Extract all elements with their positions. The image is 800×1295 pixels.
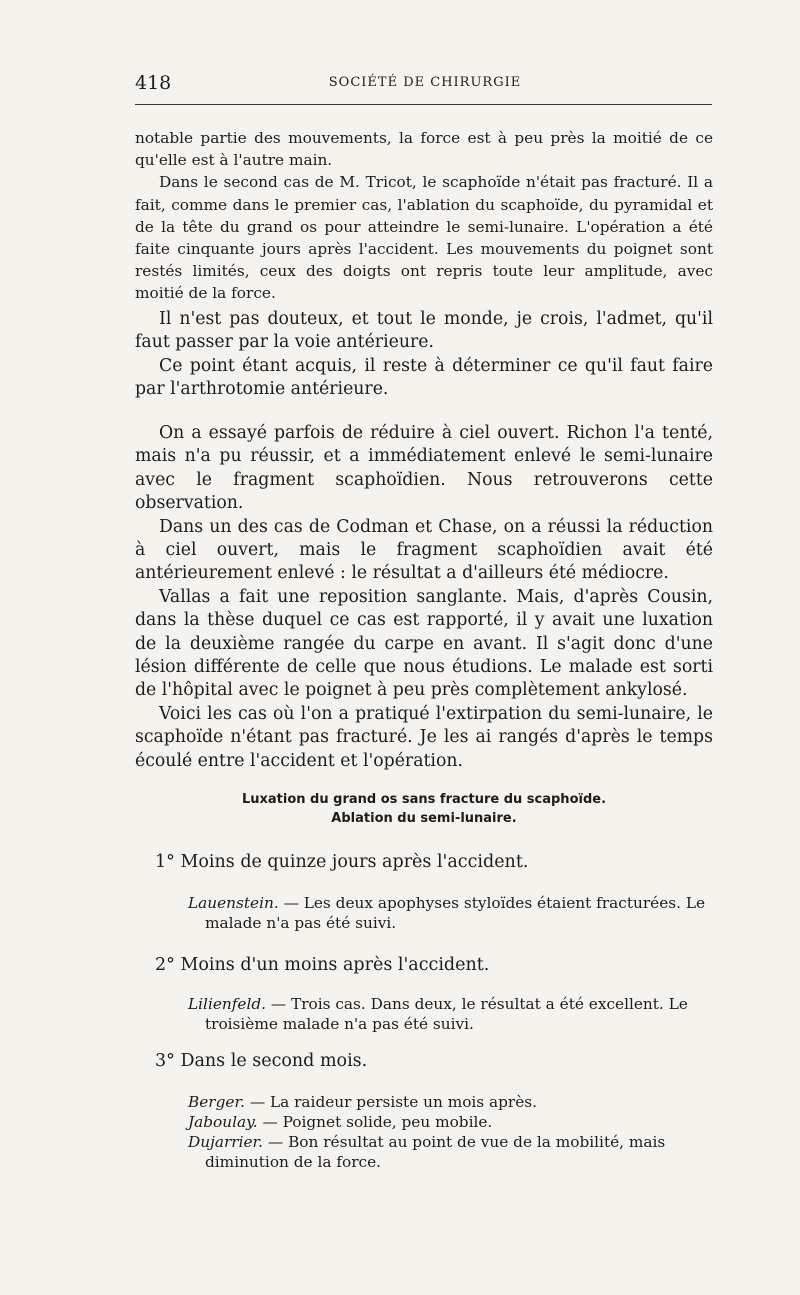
paragraph-1: notable partie des mouvements, la force est à peu près la moitié de ce qu'elle est à l'autre main. <box>135 129 713 170</box>
case-author: Jaboulay. <box>188 1113 258 1131</box>
section-title-line-2: Ablation du semi-lunaire. <box>331 811 517 826</box>
group-heading-2: 2° Moins d'un moins après l'accident. <box>155 955 490 975</box>
header-rule <box>135 104 712 105</box>
case-text: — Les deux apophyses styloïdes étaient fracturées. Le malade n'a pas été suivi. <box>205 894 706 932</box>
paragraph-2: Dans le second cas de M. Tricot, le scaphoïde n'était pas fracturé. Il a fait, comme dans le premier cas, l'ablation du scaphoïde, du pyramidal et de la tête du grand os pour atteindre le semi-lunaire. L'opération a été faite cinquante jours après l'accident. Les mouvements du poignet sont restés limités, ceux des doigts ont repris toute leur amplitude, avec moitié de la force. <box>135 173 713 303</box>
paragraph-4: Ce point étant acquis, il reste à déterminer ce qu'il faut faire par l'arthrotomie antérieure. <box>135 355 713 400</box>
group-heading-3: 3° Dans le second mois. <box>155 1051 368 1071</box>
paragraphs-lower <box>135 422 713 773</box>
case-author: Lauenstein. <box>188 894 279 912</box>
case-text: — Trois cas. Dans deux, le résultat a été excellent. Le troisième malade n'a pas été suivi. <box>205 995 688 1033</box>
paragraph-6: Dans un des cas de Codman et Chase, on a réussi la réduction à ciel ouvert, mais le fragment scaphoïdien avait été antérieurement enlevé : le résultat a d'ailleurs été médiocre. <box>135 516 713 584</box>
case-entry <box>188 1092 720 1112</box>
running-title: SOCIÉTÉ DE CHIRURGIE <box>328 75 522 90</box>
group-heading-1: 1° Moins de quinze jours après l'accident. <box>155 852 529 872</box>
paragraph-8: Voici les cas où l'on a pratiqué l'extirpation du semi-lunaire, le scaphoïde n'étant pas fracturé. Je les ai rangés d'après le temps écoulé entre l'accident et l'opération. <box>135 703 713 771</box>
case-text: — Poignet solide, peu mobile. <box>257 1113 493 1131</box>
group-3-cases <box>188 1092 720 1172</box>
case-text: — La raideur persiste un mois après. <box>244 1093 537 1111</box>
case-entry <box>188 1112 720 1132</box>
page-header <box>135 72 715 96</box>
case-author: Berger. <box>188 1093 245 1111</box>
case-entry <box>188 893 720 933</box>
paragraph-7: Vallas a fait une reposition sanglante. Mais, d'après Cousin, dans la thèse duquel ce cas est rapporté, il y avait une luxation de la deuxième rangée du carpe en avant. Il s'agit donc d'une lésion différente de celle que nous étudions. Le malade est sorti de l'hôpital avec le poignet à peu près complètement ankylosé. <box>135 586 713 701</box>
group-1-cases <box>188 893 720 933</box>
group-2-cases <box>188 994 720 1034</box>
case-author: Dujarrier. <box>188 1133 264 1151</box>
paragraphs-middle <box>135 308 713 402</box>
section-title <box>135 790 713 828</box>
paragraph-3: Il n'est pas douteux, et tout le monde, je crois, l'admet, qu'il faut passer par la voie antérieure. <box>135 309 713 353</box>
section-title-line-1: Luxation du grand os sans fracture du scaphoïde. <box>241 792 607 807</box>
case-author: Lilienfeld. <box>188 995 267 1013</box>
paragraphs-upper <box>135 127 713 305</box>
case-text: — Bon résultat au point de vue de la mobilité, mais diminution de la force. <box>205 1133 666 1171</box>
case-entry <box>188 994 720 1034</box>
case-entry <box>188 1132 720 1172</box>
paragraph-5: On a essayé parfois de réduire à ciel ouvert. Richon l'a tenté, mais n'a pu réussir, et a immédiatement enlevé le semi-lunaire avec le fragment scaphoïdien. Nous retrouverons cette observation. <box>135 423 713 514</box>
page-number: 418 <box>135 72 172 94</box>
